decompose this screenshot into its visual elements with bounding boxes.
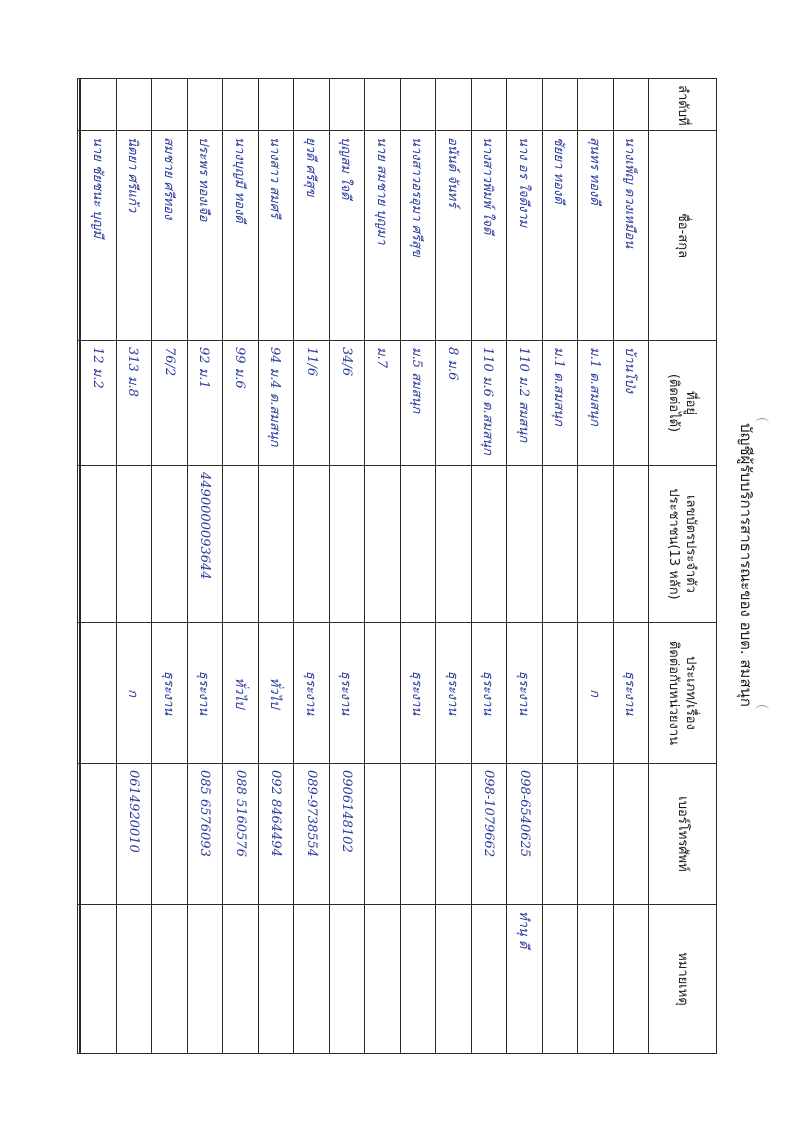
col-no-header: ลำดับที่ xyxy=(649,79,717,131)
cell-type: ก xyxy=(578,623,613,764)
cell-id xyxy=(329,466,364,623)
cell-type: ธุระงาน xyxy=(400,623,435,764)
header-row xyxy=(649,79,717,1054)
cell-name: บุญสม ใจดี xyxy=(329,131,364,341)
cell-type xyxy=(78,623,80,764)
cell-phone: 085 6576093 xyxy=(187,764,222,905)
table-row xyxy=(258,79,293,1054)
cell-no xyxy=(436,79,471,131)
cell-phone: 0906148102 xyxy=(329,764,364,905)
cell-note: ทำนุ ดี xyxy=(507,905,542,1054)
cell-phone xyxy=(78,764,80,905)
cell-type: ธุระงาน xyxy=(329,623,364,764)
cell-id xyxy=(613,466,648,623)
cell-type xyxy=(542,623,577,764)
cell-address: 92 ม.1 xyxy=(187,341,222,466)
cell-id xyxy=(79,466,81,623)
cell-note xyxy=(81,905,116,1054)
cell-note xyxy=(365,905,400,1054)
cell-address: บ้านโป่ง xyxy=(613,341,648,466)
cell-note xyxy=(187,905,222,1054)
cell-name: นางสาวพิมพ์ ใจดี xyxy=(471,131,506,341)
cell-id xyxy=(223,466,258,623)
cell-note xyxy=(152,905,187,1054)
table-row xyxy=(578,79,613,1054)
cell-address: 12 ม.2 xyxy=(81,341,116,466)
cell-no xyxy=(81,79,116,131)
table-row xyxy=(542,79,577,1054)
punch-hole-mark xyxy=(755,418,769,429)
col-address-label: ที่อยู่ xyxy=(683,391,699,415)
cell-type xyxy=(365,623,400,764)
cell-phone: 092 8464494 xyxy=(258,764,293,905)
table-row xyxy=(116,79,151,1054)
cell-address: 99 ม.6 xyxy=(223,341,258,466)
page-title: บัญชีผู้รับบริการสาธารณะของ อบต. สมสนุก xyxy=(737,423,755,707)
cell-phone: 0614920010 xyxy=(116,764,151,905)
cell-address: ม.1 ต.สมสนุก xyxy=(578,341,613,466)
col-type-sublabel: ติดต่อกับหน่วยงาน xyxy=(666,640,682,746)
cell-phone xyxy=(152,764,187,905)
cell-address: 110 ม.2 สมสนุก xyxy=(507,341,542,466)
cell-type: ธุระงาน xyxy=(152,623,187,764)
cell-note xyxy=(116,905,151,1054)
cell-phone xyxy=(365,764,400,905)
cell-note xyxy=(400,905,435,1054)
col-id-label: เลขบัตรประจำตัว xyxy=(683,495,699,593)
cell-phone xyxy=(81,764,116,905)
table-row xyxy=(436,79,471,1054)
col-id-sublabel: ประชาชน(13 หลัก) xyxy=(666,488,682,600)
cell-address: 110 ม.6 ต.สมสนุก xyxy=(471,341,506,466)
cell-name: นางสาว สมศรี xyxy=(258,131,293,341)
table-row xyxy=(507,79,542,1054)
table-row xyxy=(471,79,506,1054)
cell-note xyxy=(78,905,80,1054)
cell-name: ยุวดี ศรีสุข xyxy=(294,131,329,341)
cell-phone xyxy=(578,764,613,905)
cell-type: ธุระงาน xyxy=(187,623,222,764)
service-ledger-table xyxy=(77,78,717,1054)
cell-type xyxy=(81,623,116,764)
cell-id xyxy=(471,466,506,623)
cell-no xyxy=(187,79,222,131)
cell-address xyxy=(78,341,80,466)
cell-id: 4490000093644 xyxy=(187,466,222,623)
cell-type: ก xyxy=(116,623,151,764)
cell-name xyxy=(78,131,80,341)
cell-phone: 089-9738554 xyxy=(294,764,329,905)
cell-id xyxy=(78,466,80,623)
cell-no xyxy=(79,79,81,131)
col-address-sublabel: (ติดต่อได้) xyxy=(666,373,682,433)
cell-note xyxy=(613,905,648,1054)
cell-no xyxy=(329,79,364,131)
cell-name: สุนทร ทองดี xyxy=(578,131,613,341)
cell-note xyxy=(223,905,258,1054)
cell-type: ธุระงาน xyxy=(471,623,506,764)
cell-address: 76/2 xyxy=(152,341,187,466)
cell-id xyxy=(365,466,400,623)
cell-no xyxy=(116,79,151,131)
cell-name: นางสาวอรอุมา ศรีสุข xyxy=(400,131,435,341)
cell-no xyxy=(152,79,187,131)
cell-address: 34/6 xyxy=(329,341,364,466)
table-row xyxy=(223,79,258,1054)
cell-address: ม.7 xyxy=(365,341,400,466)
table-row xyxy=(294,79,329,1054)
cell-address: 8 ม.6 xyxy=(436,341,471,466)
cell-no xyxy=(294,79,329,131)
cell-no xyxy=(613,79,648,131)
cell-type xyxy=(79,623,81,764)
table-row xyxy=(79,79,81,1054)
cell-note xyxy=(294,905,329,1054)
cell-no xyxy=(578,79,613,131)
cell-phone xyxy=(436,764,471,905)
cell-address: ม.1 ต.สมสนุก xyxy=(542,341,577,466)
cell-phone xyxy=(400,764,435,905)
table-row xyxy=(78,79,80,1054)
cell-note xyxy=(542,905,577,1054)
cell-address xyxy=(79,341,81,466)
cell-address: 94 ม.4 ต.สมสนุก xyxy=(258,341,293,466)
cell-no xyxy=(258,79,293,131)
cell-id xyxy=(116,466,151,623)
col-note-header: หมายเหตุ xyxy=(649,905,717,1054)
cell-note xyxy=(578,905,613,1054)
table-row xyxy=(81,79,116,1054)
cell-no xyxy=(542,79,577,131)
cell-id xyxy=(542,466,577,623)
cell-note xyxy=(258,905,293,1054)
table-row xyxy=(400,79,435,1054)
col-type-label: ประเภท/เรื่อง xyxy=(683,656,699,730)
cell-address: ม.5 สมสนุก xyxy=(400,341,435,466)
table-row xyxy=(613,79,648,1054)
cell-id xyxy=(436,466,471,623)
cell-name: ประพร ทองเจือ xyxy=(187,131,222,341)
cell-name: ชัยยา ทองดี xyxy=(542,131,577,341)
cell-id xyxy=(152,466,187,623)
cell-address: 11/6 xyxy=(294,341,329,466)
cell-note xyxy=(471,905,506,1054)
ledger-body xyxy=(78,79,649,1054)
cell-no xyxy=(223,79,258,131)
table-row xyxy=(152,79,187,1054)
cell-name: นิตยา ศรีแก้ว xyxy=(116,131,151,341)
col-address-header xyxy=(649,341,717,466)
cell-id xyxy=(258,466,293,623)
cell-phone: 088 5160576 xyxy=(223,764,258,905)
cell-name: นาย สมชาย บุญมา xyxy=(365,131,400,341)
cell-type: ทั่วไป xyxy=(223,623,258,764)
cell-name: นางเพ็ญ ดวงเหมือน xyxy=(613,131,648,341)
cell-phone xyxy=(79,764,81,905)
cell-name: นาย ชัยชนะ บุญมี xyxy=(81,131,116,341)
cell-note xyxy=(329,905,364,1054)
cell-type: ธุระงาน xyxy=(613,623,648,764)
cell-type: ธุระงาน xyxy=(436,623,471,764)
cell-name: อนันต์ จันทร์ xyxy=(436,131,471,341)
cell-no xyxy=(365,79,400,131)
cell-type: ธุระงาน xyxy=(294,623,329,764)
cell-phone: 098-1079662 xyxy=(471,764,506,905)
cell-no xyxy=(471,79,506,131)
cell-note xyxy=(79,905,81,1054)
table-row xyxy=(365,79,400,1054)
cell-no xyxy=(507,79,542,131)
cell-name: นางบุญมี ทองดี xyxy=(223,131,258,341)
cell-id xyxy=(507,466,542,623)
cell-id xyxy=(81,466,116,623)
col-name-header: ชื่อ-สกุล xyxy=(649,131,717,341)
cell-name: สมชาย ศรีทอง xyxy=(152,131,187,341)
cell-phone xyxy=(613,764,648,905)
cell-id xyxy=(294,466,329,623)
table-row xyxy=(329,79,364,1054)
col-phone-header: เบอร์โทรศัพท์ xyxy=(649,764,717,905)
col-id-header xyxy=(649,466,717,623)
cell-name xyxy=(79,131,81,341)
col-type-header xyxy=(649,623,717,764)
cell-type: ธุระงาน xyxy=(507,623,542,764)
punch-hole-mark xyxy=(755,705,769,716)
cell-note xyxy=(436,905,471,1054)
cell-type: ทั่วไป xyxy=(258,623,293,764)
cell-no xyxy=(400,79,435,131)
cell-id xyxy=(578,466,613,623)
cell-no xyxy=(78,79,80,131)
cell-phone xyxy=(542,764,577,905)
table-row xyxy=(187,79,222,1054)
cell-id xyxy=(400,466,435,623)
cell-address: 313 ม.8 xyxy=(116,341,151,466)
cell-name: นาง อร ใจดีงาม xyxy=(507,131,542,341)
cell-phone: 098-6540625 xyxy=(507,764,542,905)
